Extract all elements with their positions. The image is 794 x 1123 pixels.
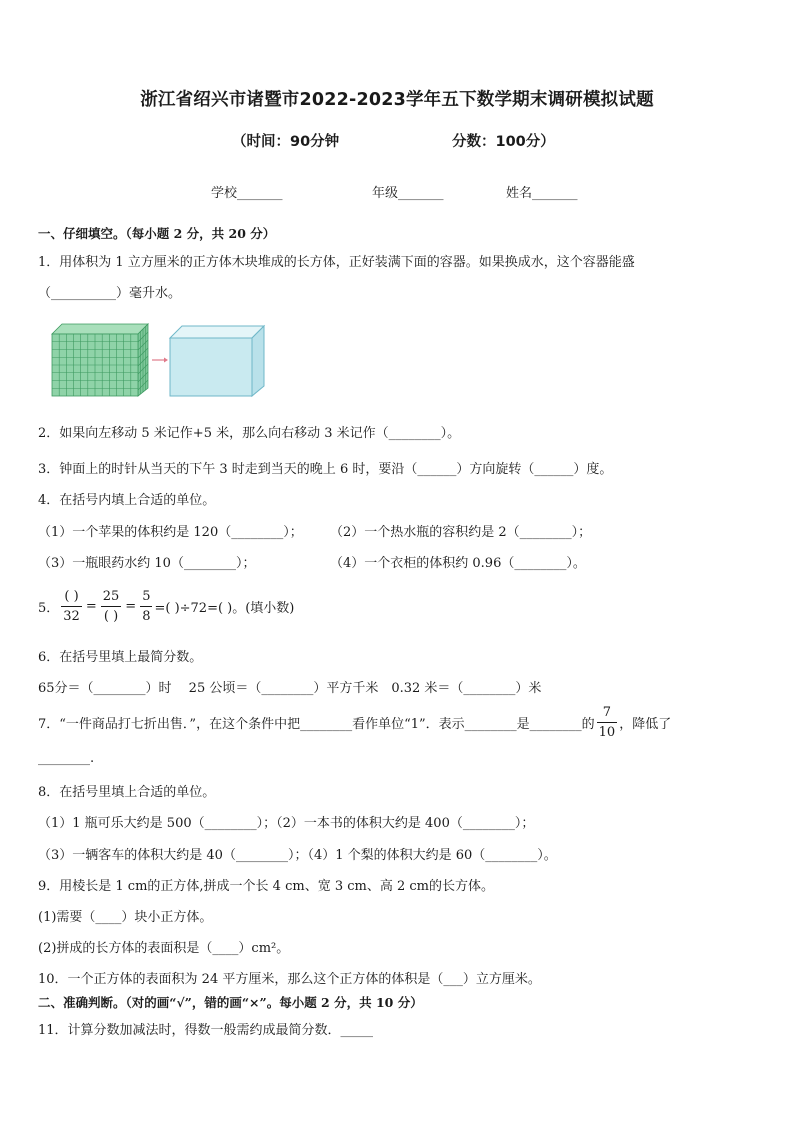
question-4-item-2: （2）一个热水瓶的容积约是 2（________）； bbox=[330, 525, 592, 540]
question-1-line-1: 1．用体积为 1 立方厘米的正方体木块堆成的长方体，正好装满下面的容器。如果换成水，这个容器能盛 bbox=[38, 255, 635, 270]
equals-sign: = bbox=[85, 598, 97, 614]
question-9-item-2: (2)拼成的长方体的表面积是（____）cm²。 bbox=[38, 941, 290, 956]
question-3: 3．钟面上的时针从当天的下午 3 时走到当天的晚上 6 时，要沿（______）方向旋转（______）度。 bbox=[38, 462, 613, 477]
fraction-3-denominator: 8 bbox=[142, 608, 151, 624]
question-5-fraction-1 bbox=[61, 590, 82, 623]
question-11: 11．计算分数加减法时，得数一般需约成最简分数．_____ bbox=[38, 1023, 374, 1038]
fraction-1-denominator: 32 bbox=[63, 608, 80, 624]
exam-time: （时间：90分钟 bbox=[232, 134, 340, 150]
arrow-icon bbox=[152, 358, 168, 363]
question-7-fraction bbox=[597, 706, 618, 739]
question-7-line-2: ________. bbox=[38, 751, 95, 766]
question-6-line: 65分＝（________）时 25 公顷＝（________）平方千米 0.32 米＝（________）米 bbox=[38, 681, 542, 696]
question-7 bbox=[38, 702, 671, 742]
question-5-fraction-3 bbox=[140, 590, 152, 623]
question-5-fraction-2 bbox=[101, 590, 122, 623]
exam-score: 分数：100分） bbox=[452, 134, 555, 150]
question-7-text: 7．“一件商品打七折出售．”，在这个条件中把________看作单位“1”．表示________是________的 bbox=[38, 716, 595, 732]
question-2: 2．如果向左移动 5 米记作+5 米，那么向右移动 3 米记作（________）。 bbox=[38, 426, 461, 441]
question-9-item-1: (1)需要（____）块小正方体。 bbox=[38, 910, 213, 925]
fraction-1-numerator: ( ) bbox=[64, 588, 79, 604]
fraction-2-numerator: 25 bbox=[102, 588, 120, 604]
question-10: 10．一个正方体的表面积为 24 平方厘米，那么这个正方体的体积是（___）立方厘米。 bbox=[38, 972, 541, 987]
question-5 bbox=[38, 584, 294, 628]
question-4-item-3: （3）一瓶眼药水约 10（________）； bbox=[38, 556, 256, 571]
name-field[interactable]: 姓名_______ bbox=[506, 186, 578, 201]
question-4-item-4: （4）一个衣柜的体积约 0.96（________）。 bbox=[330, 556, 586, 571]
question-4-title: 4．在括号内填上合适的单位。 bbox=[38, 493, 216, 508]
school-field[interactable]: 学校_______ bbox=[211, 186, 283, 201]
question-6-title: 6．在括号里填上最简分数。 bbox=[38, 650, 203, 665]
page-title: 浙江省绍兴市诸暨市2022-2023学年五下数学期末调研模拟试题 bbox=[140, 90, 654, 110]
question-8-line-2: （3）一辆客车的体积大约是 40（________）；（4）1 个梨的体积大约是 60（________）。 bbox=[38, 848, 557, 863]
question-4-item-1: （1）一个苹果的体积约是 120（________）； bbox=[38, 525, 303, 540]
cube-stack-figure bbox=[52, 324, 148, 396]
container-figure bbox=[170, 326, 264, 396]
equals-sign: = bbox=[125, 598, 137, 614]
question-8-title: 8．在括号里填上合适的单位。 bbox=[38, 785, 216, 800]
question-1-line-2: （__________）毫升水。 bbox=[38, 286, 182, 301]
fraction-denominator: 10 bbox=[598, 724, 616, 740]
section-2-heading: 二、准确判断。（对的画“√”，错的画“×”。每小题 2 分，共 10 分） bbox=[38, 995, 423, 1010]
question-7-tail: ，降低了 bbox=[619, 716, 672, 732]
question-8-line-1: （1）1 瓶可乐大约是 500（________）；（2）一本书的体积大约是 400（________）； bbox=[38, 816, 535, 831]
fraction-2-denominator: ( ) bbox=[103, 608, 119, 624]
question-9-title: 9．用棱长是 1 cm的正方体,拼成一个长 4 cm、宽 3 cm、高 2 cm的长方体。 bbox=[38, 879, 494, 894]
fraction-3-numerator: 5 bbox=[142, 588, 151, 604]
grade-field[interactable]: 年级_______ bbox=[372, 186, 444, 201]
question-5-rest: =( )÷72=( )。(填小数) bbox=[154, 600, 295, 616]
section-1-heading: 一、仔细填空。（每小题 2 分，共 20 分） bbox=[38, 226, 276, 241]
question-5-prefix: 5． bbox=[38, 600, 60, 616]
fraction-numerator: 7 bbox=[602, 704, 612, 720]
cuboid-figure bbox=[46, 320, 270, 400]
